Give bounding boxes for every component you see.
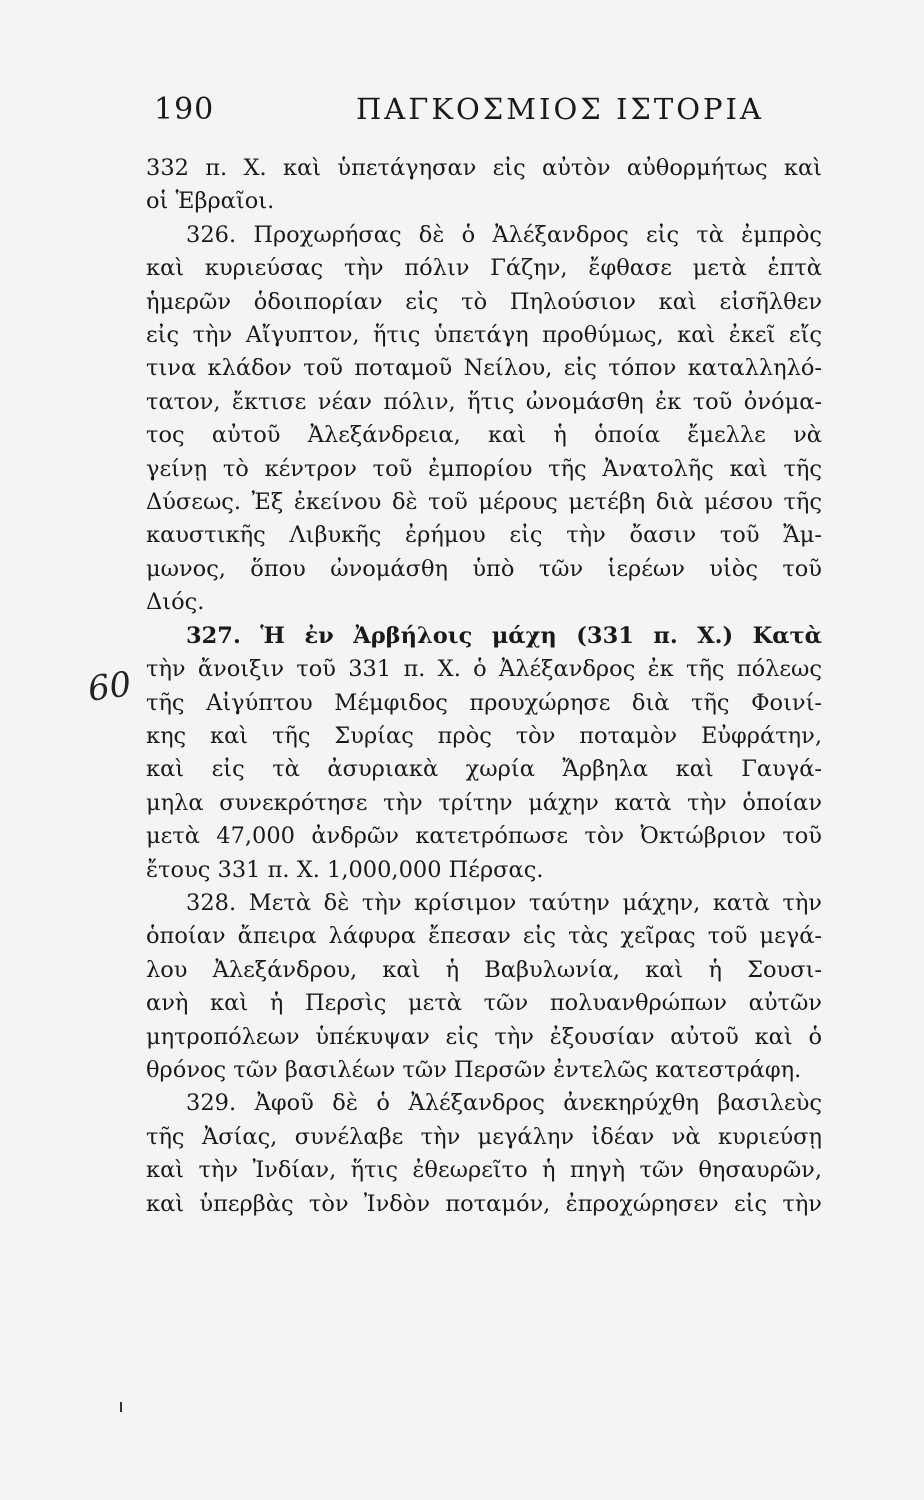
text-line: Δύσεως. Ἐξ ἐκείνου δὲ τοῦ μέρους μετέβη διὰ μέσου τῆς (146, 489, 822, 516)
text-line: ανὴ καὶ ἡ Περσὶς μετὰ τῶν πολυανθρώπων αὐτῶν (146, 990, 822, 1017)
text-line: 329. Ἀφοῦ δὲ ὁ Ἀλέξανδρος ἀνεκηρύχθη βασιλεὺς (186, 1090, 822, 1117)
paragraph-section-327 (146, 620, 822, 887)
text-line: μετὰ 47,000 ἀνδρῶν κατετρόπωσε τὸν Ὀκτώβριον τοῦ (146, 823, 822, 850)
text-line: καὶ ὑπερβὰς τὸν Ἰνδὸν ποταμόν, ἐπροχώρησεν εἰς τὴν (146, 1190, 822, 1217)
handwritten-margin-note: 60 (85, 664, 134, 710)
paragraph (146, 152, 822, 219)
text-line: τῆς Αἰγύπτου Μέμφιδος προυχώρησε διὰ τῆς Φοινί- (146, 689, 822, 716)
text-line: λου Ἀλεξάνδρου, καὶ ἡ Βαβυλωνία, καὶ ἡ Σουσι- (146, 956, 822, 983)
text-line: κης καὶ τῆς Συρίας πρὸς τὸν ποταμὸν Εὐφράτην, (146, 722, 822, 749)
text-line: καυστικῆς Λιβυκῆς ἐρήμου εἰς τὴν ὄασιν τοῦ Ἄμ- (146, 522, 822, 549)
text-line: ἡμερῶν ὁδοιπορίαν εἰς τὸ Πηλούσιον καὶ εἰσῆλθεν (146, 288, 822, 315)
running-title: ΠΑΓΚΟΣΜΙΟΣ ΙΣΤΟΡΙΑ (356, 92, 764, 126)
text-line: μητροπόλεων ὑπέκυψαν εἰς τὴν ἐξουσίαν αὐτοῦ καὶ ὁ (146, 1023, 822, 1050)
page-number: 190 (154, 92, 215, 127)
paragraph-section-329 (146, 1087, 822, 1221)
text-line: γείνῃ τὸ κέντρον τοῦ ἐμπορίου τῆς Ἀνατολῆς καὶ τῆς (146, 455, 822, 482)
text-line: τῆς Ἀσίας, συνέλαβε τὴν μεγάλην ἰδέαν νὰ κυριεύσῃ (146, 1123, 822, 1150)
text-line: εἰς τὴν Αἴγυπτον, ἥτις ὑπετάγη προθύμως, καὶ ἐκεῖ εἴς (146, 322, 822, 349)
text-line: ὁποίαν ἄπειρα λάφυρα ἔπεσαν εἰς τὰς χεῖρας τοῦ μεγά- (146, 923, 822, 950)
text-line: μωνος, ὅπου ὠνομάσθη ὑπὸ τῶν ἱερέων υἱὸς τοῦ (146, 555, 822, 582)
text-line: ἔτους 331 π. Χ. 1,000,000 Πέρσας. (146, 856, 544, 883)
page-header (146, 92, 826, 132)
text-line: μηλα συνεκρότησε τὴν τρίτην μάχην κατὰ τὴν ὁποίαν (146, 789, 822, 816)
text-line: τὴν ἄνοιξιν τοῦ 331 π. Χ. ὁ Ἀλέξανδρος ἐκ τῆς πόλεως (146, 656, 822, 683)
text-line: 328. Μετὰ δὲ τὴν κρίσιμον ταύτην μάχην, κατὰ τὴν (186, 889, 822, 916)
text-line: καὶ κυριεύσας τὴν πόλιν Γάζην, ἔφθασε μετὰ ἑπτὰ (146, 255, 822, 282)
text-line: τος αὐτοῦ Ἀλεξάνδρεια, καὶ ἡ ὁποία ἔμελλε νὰ (146, 422, 822, 449)
text-line: καὶ εἰς τὰ ἀσυριακὰ χωρία Ἄρβηλα καὶ Γαυγά- (146, 756, 822, 783)
text-line: τινα κλάδον τοῦ ποταμοῦ Νείλου, εἰς τόπον καταλληλό- (146, 355, 822, 382)
text-line: Διός. (146, 589, 205, 616)
text-line: 332 π. Χ. καὶ ὑπετάγησαν εἰς αὐτὸν αὐθορμήτως καὶ (146, 155, 822, 181)
text-line: οἱ Ἑβραῖοι. (146, 188, 275, 215)
text-line: τατον, ἔκτισε νέαν πόλιν, ἥτις ὠνομάσθη ἐκ τοῦ ὀνόμα- (146, 388, 822, 415)
paragraph-section-326 (146, 219, 822, 620)
text-line: θρόνος τῶν βασιλέων τῶν Περσῶν ἐντελῶς κατεστράφη. (146, 1056, 802, 1083)
text-line: 326. Προχωρήσας δὲ ὁ Ἀλέξανδρος εἰς τὰ ἐμπρὸς (186, 221, 822, 248)
section-heading-line: 327. Ἡ ἐν Ἀρβήλοις μάχη (331 π. Χ.) Κατὰ (186, 622, 822, 649)
text-line: καὶ τὴν Ἰνδίαν, ἥτις ἐθεωρεῖτο ἡ πηγὴ τῶν θησαυρῶν, (146, 1157, 822, 1184)
paragraph-section-328 (146, 887, 822, 1087)
ink-speck (120, 1402, 122, 1412)
page-body (146, 152, 822, 1221)
